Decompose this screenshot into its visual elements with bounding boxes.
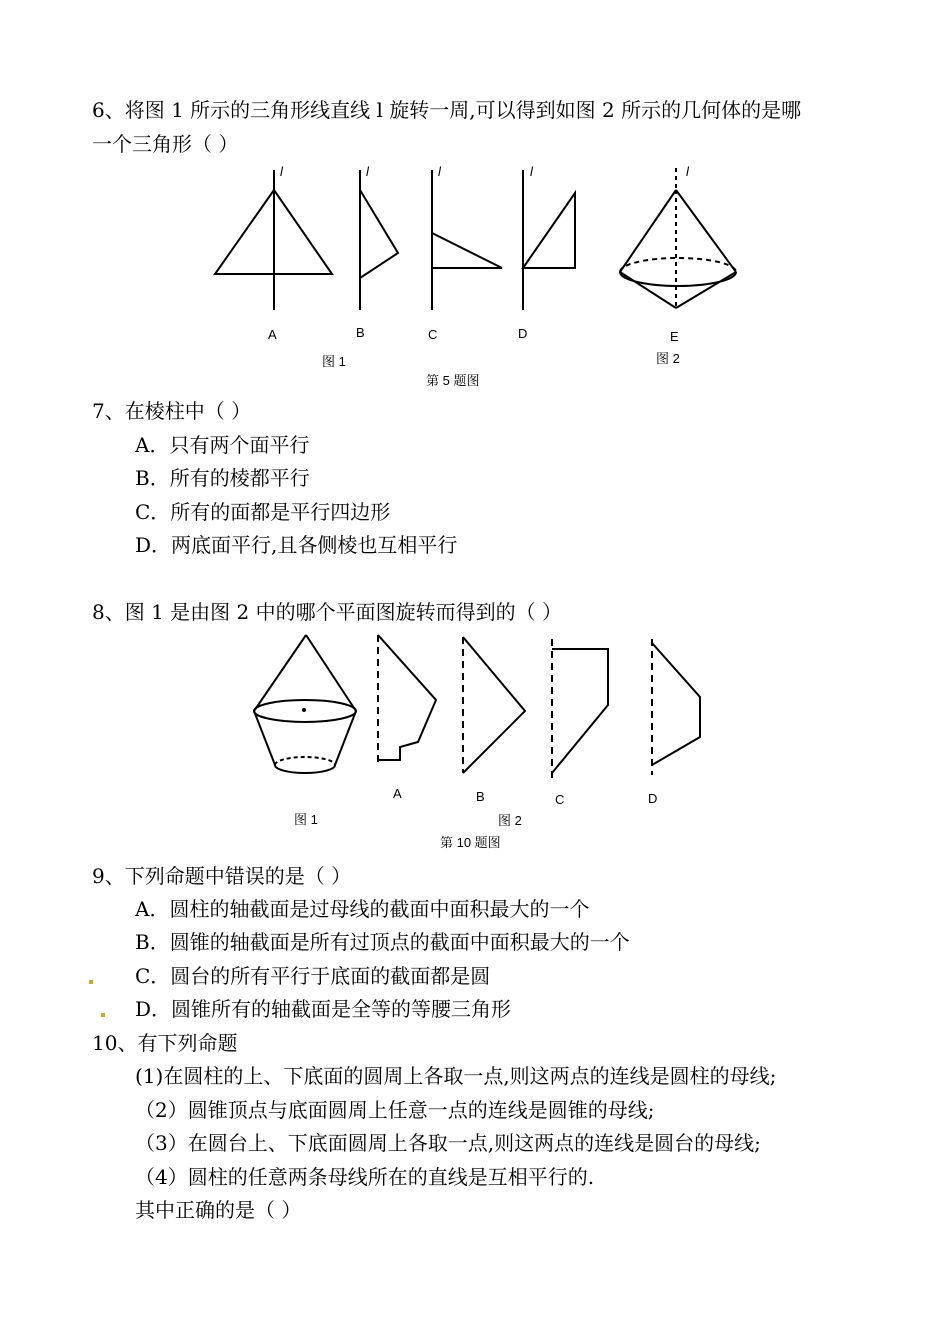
q7-option-c: C．所有的面都是平行四边形 bbox=[135, 500, 391, 524]
q6-label-e: E bbox=[670, 329, 679, 344]
q10-stem: 10、有下列命题 bbox=[92, 1031, 238, 1055]
q10-item-1: (1)在圆柱的上、下底面的圆周上各取一点,则这两点的连线是圆柱的母线; bbox=[135, 1064, 777, 1088]
q9-stem: 9、下列命题中错误的是（ ） bbox=[92, 864, 352, 888]
q8-figure-caption: 第 10 题图 bbox=[440, 835, 501, 850]
q10-answer-prompt: 其中正确的是（ ） bbox=[135, 1198, 302, 1222]
q8-fig2-caption: 图 2 bbox=[498, 813, 522, 828]
q9-option-c: C．圆台的所有平行于底面的截面都是圆 bbox=[135, 964, 491, 988]
q6-figure bbox=[200, 160, 760, 390]
q8-fig1-caption: 图 1 bbox=[294, 812, 318, 827]
q7-stem: 7、在棱柱中（ ） bbox=[92, 399, 252, 423]
margin-dot bbox=[89, 980, 93, 984]
q6-stem-line1: 6、将图 1 所示的三角形线直线 l 旋转一周,可以得到如图 2 所示的几何体的是哪 bbox=[92, 98, 802, 122]
q8-label-d: D bbox=[648, 791, 658, 806]
q9-option-b: B．圆锥的轴截面是所有过顶点的截面中面积最大的一个 bbox=[135, 930, 630, 954]
margin-dot bbox=[101, 1013, 105, 1017]
q8-label-b: B bbox=[476, 789, 485, 804]
q6-axis-label-b: l bbox=[366, 164, 369, 179]
q6-label-b: B bbox=[356, 325, 365, 340]
q7-option-a: A．只有两个面平行 bbox=[135, 433, 310, 457]
q6-stem-line2: 一个三角形（ ） bbox=[92, 132, 239, 156]
q7-option-b: B．所有的棱都平行 bbox=[135, 466, 310, 490]
q10-item-4: （4）圆柱的任意两条母线所在的直线是互相平行的. bbox=[135, 1165, 595, 1189]
q6-fig1-caption: 图 1 bbox=[322, 354, 346, 369]
q6-figure-caption: 第 5 题图 bbox=[426, 373, 480, 388]
q6-fig2-caption: 图 2 bbox=[656, 351, 680, 366]
q8-label-a: A bbox=[393, 786, 402, 801]
q8-label-c: C bbox=[555, 792, 565, 807]
q6-axis-label-d: l bbox=[530, 164, 533, 179]
q10-item-2: （2）圆锥顶点与底面圆周上任意一点的连线是圆锥的母线; bbox=[135, 1098, 655, 1122]
q7-option-d: D．两底面平行,且各侧棱也互相平行 bbox=[135, 533, 458, 557]
q6-label-c: C bbox=[428, 327, 438, 342]
q9-option-d: D．圆锥所有的轴截面是全等的等腰三角形 bbox=[135, 997, 512, 1021]
q6-axis-label-c: l bbox=[438, 164, 441, 179]
q6-axis-label-a: l bbox=[280, 164, 283, 179]
q6-label-a: A bbox=[268, 327, 277, 342]
q8-figure bbox=[240, 625, 720, 860]
q8-stem: 8、图 1 是由图 2 中的哪个平面图旋转而得到的（ ） bbox=[92, 600, 562, 624]
q9-option-a: A．圆柱的轴截面是过母线的截面中面积最大的一个 bbox=[135, 897, 590, 921]
q6-label-d: D bbox=[518, 326, 528, 341]
q10-item-3: （3）在圆台上、下底面圆周上各取一点,则这两点的连线是圆台的母线; bbox=[135, 1131, 761, 1155]
q6-axis-label-e: l bbox=[686, 164, 689, 179]
